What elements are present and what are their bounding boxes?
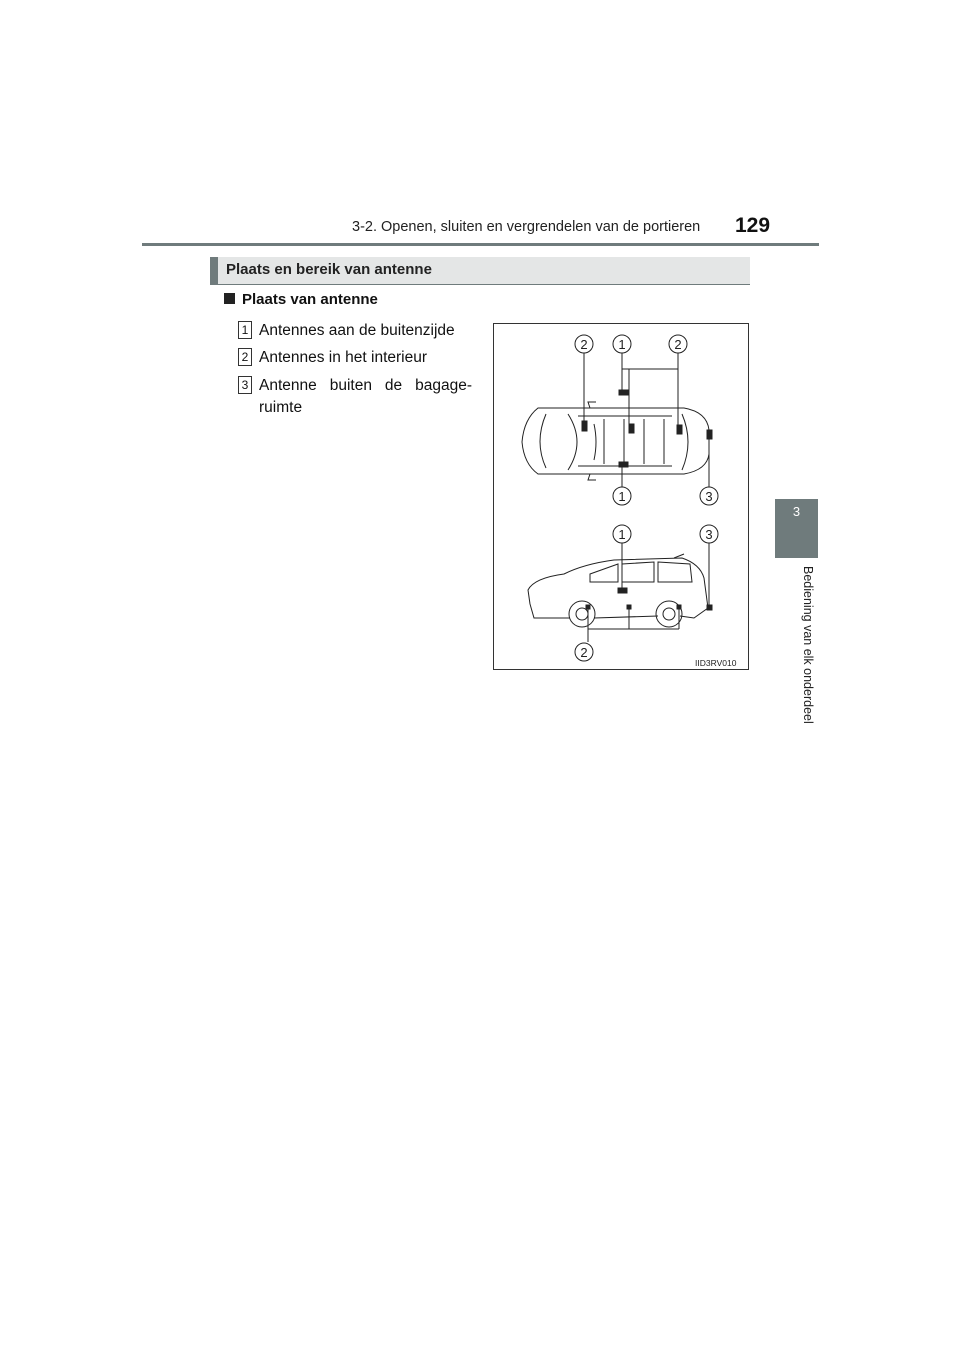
item-number-marker: 2 [238, 348, 252, 366]
item-text: Antenne buiten de bagage-ruimte [259, 377, 472, 416]
figure-code: IID3RV010 [695, 658, 737, 668]
subsection-heading [224, 291, 378, 308]
item-number-marker: 3 [238, 376, 252, 394]
square-bullet-icon [224, 293, 235, 304]
antenna-diagram [493, 323, 749, 670]
callout-label: 2 [674, 337, 682, 352]
page-number: 129 [735, 214, 771, 237]
header-rule [142, 243, 819, 246]
callout-label: 3 [705, 489, 713, 504]
section-title: Plaats en bereik van antenne [226, 261, 432, 278]
subsection-title: Plaats van antenne [242, 291, 378, 308]
chapter-tab: 3 [775, 499, 818, 558]
chapter-side-label: Bediening van elk onderdeel [801, 566, 815, 724]
callout-label: 3 [705, 527, 713, 542]
item-number-marker: 1 [238, 321, 252, 339]
header-title: 3-2. Openen, sluiten en vergrendelen van de portieren [352, 219, 701, 235]
callout-circles [494, 324, 750, 671]
section-bar [210, 257, 750, 285]
callout-label: 1 [618, 527, 626, 542]
callout-label: 2 [580, 645, 588, 660]
callout-label: 1 [618, 489, 626, 504]
callout-label: 2 [580, 337, 588, 352]
item-text: Antennes in het interieur [259, 349, 428, 366]
item-text: Antennes aan de buitenzijde [259, 322, 455, 339]
callout-label: 1 [618, 337, 626, 352]
section-bar-accent [210, 257, 218, 284]
